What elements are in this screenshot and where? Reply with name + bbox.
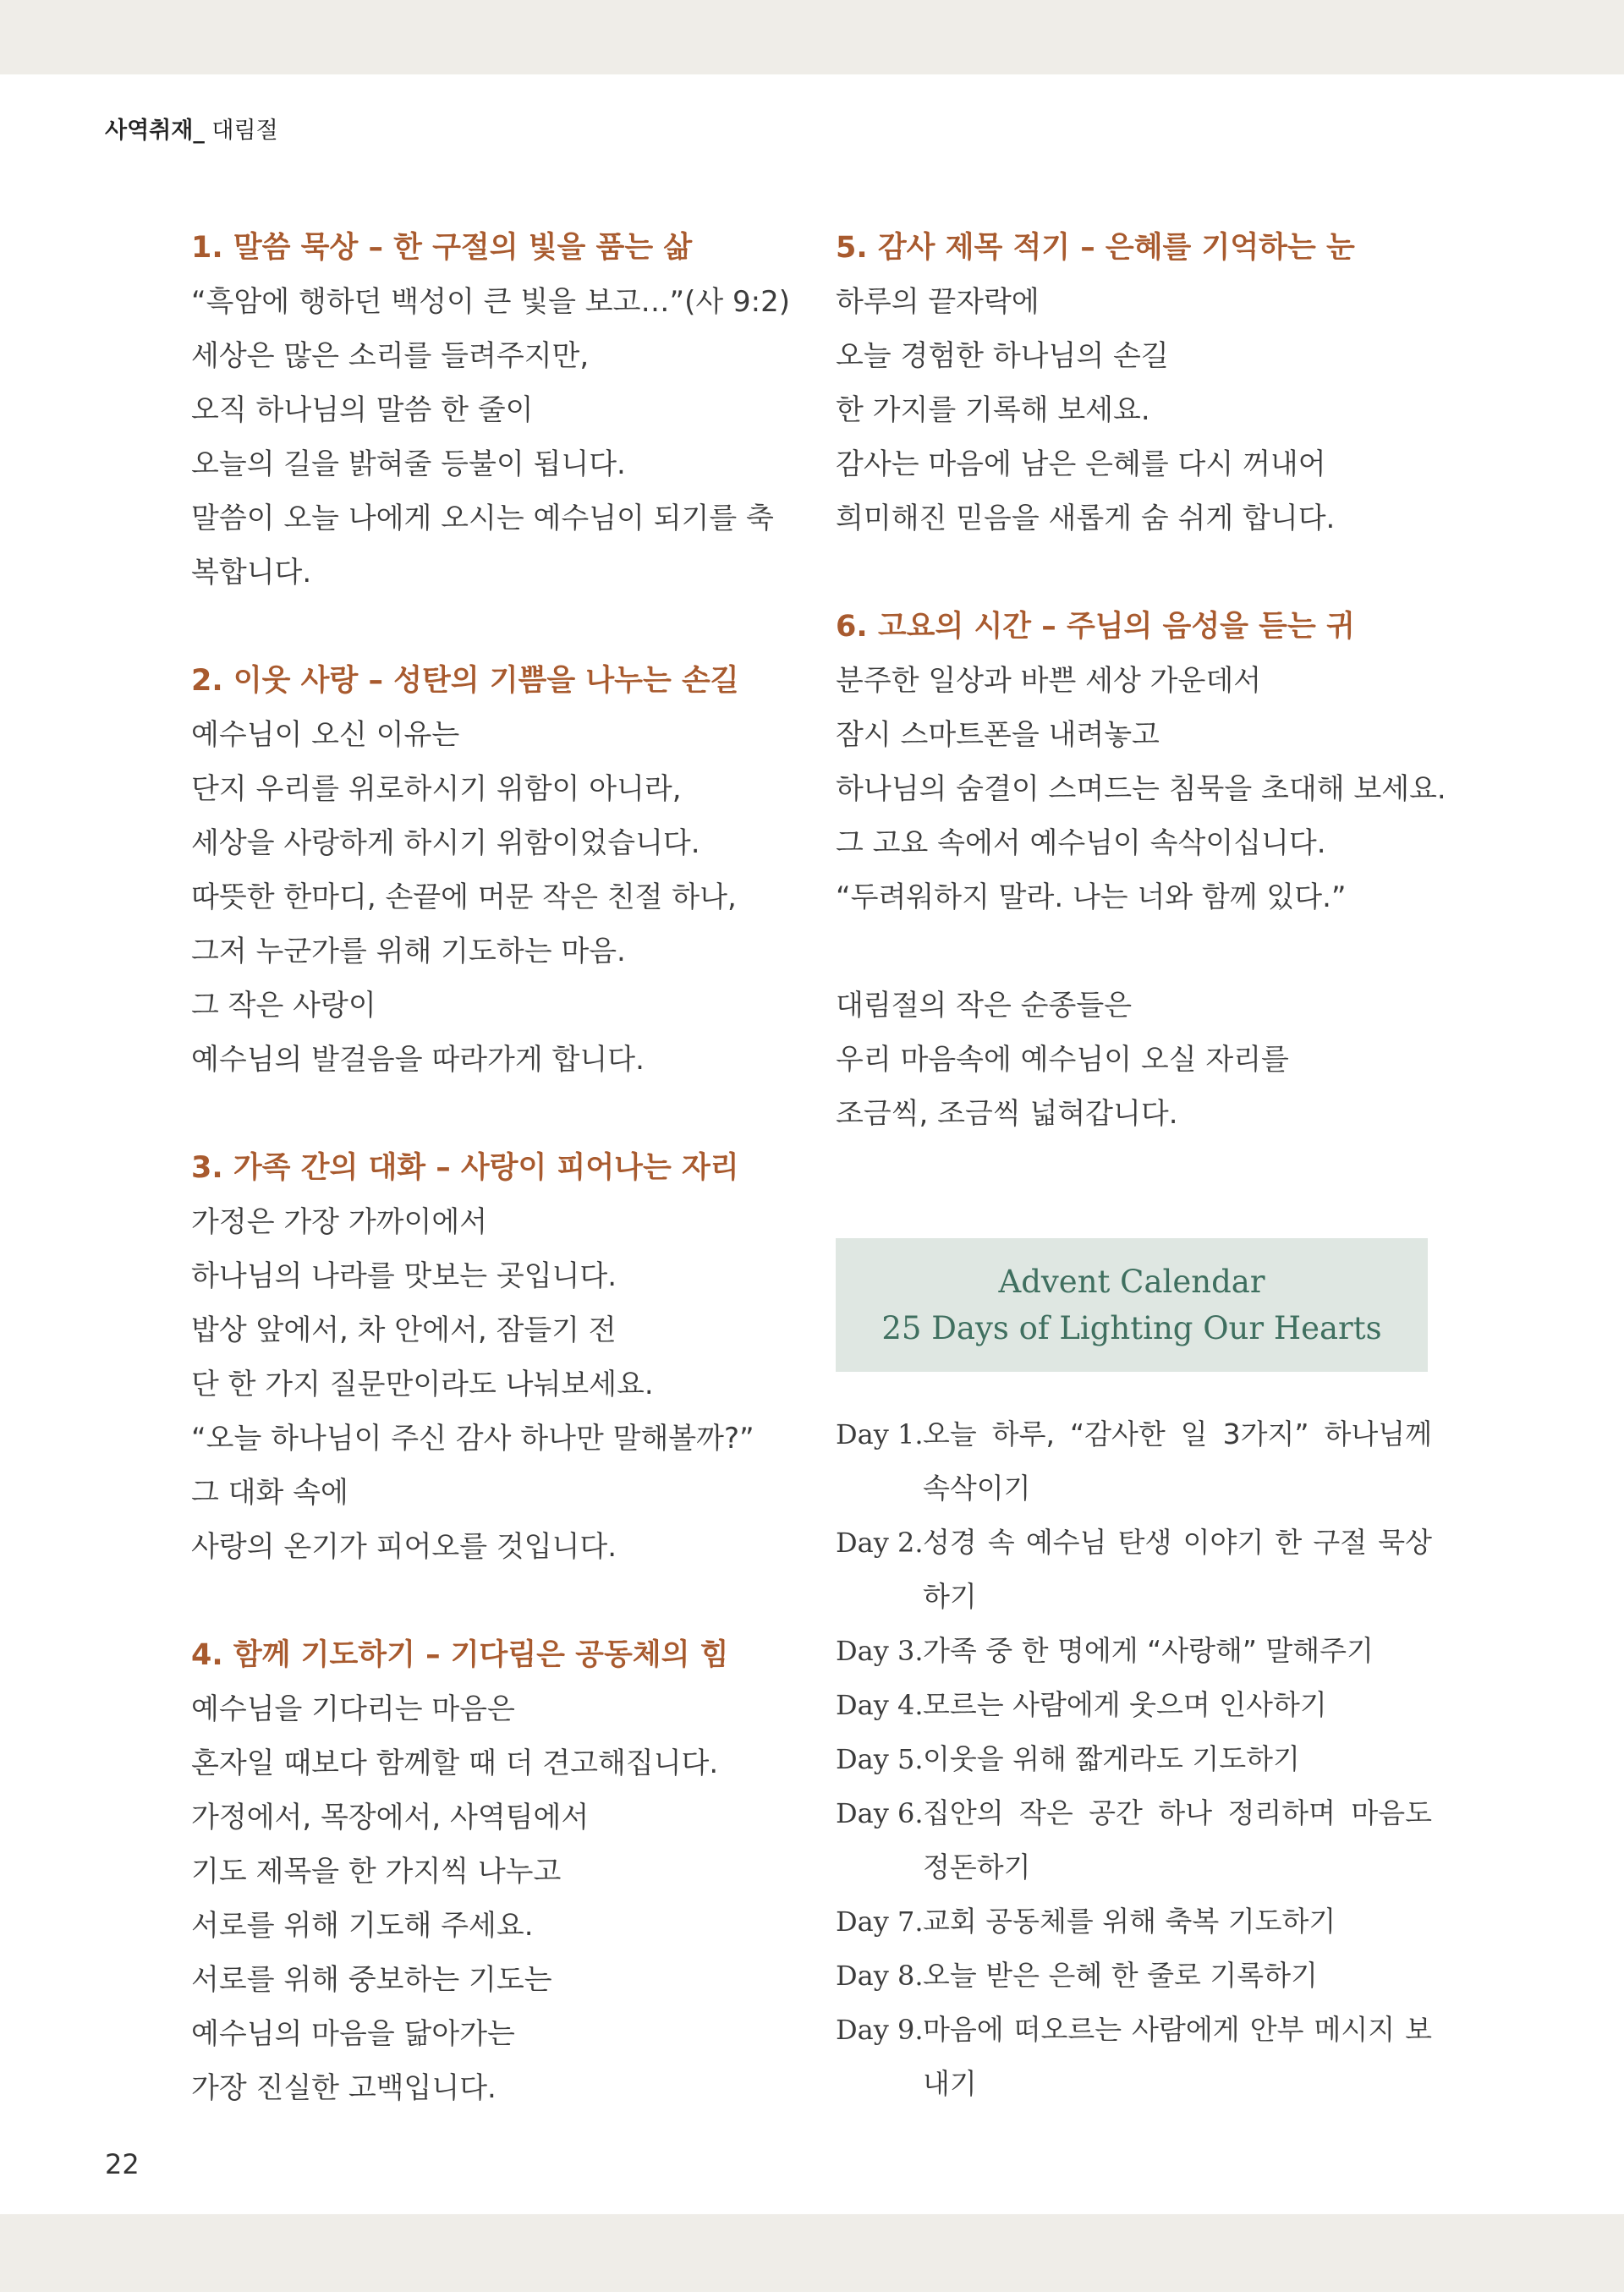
header-topic: 대림절: [204, 118, 278, 144]
day-text: 성경 속 예수님 탄생 이야기 한 구절 묵상하기: [923, 1526, 1432, 1613]
day-number: Day 1.: [836, 1418, 924, 1450]
day-text: 가족 중 한 명에게 “사랑해” 말해주기: [923, 1634, 1374, 1667]
day-text: 모르는 사람에게 웃으며 인사하기: [923, 1688, 1327, 1721]
body-line: 그 대화 속에: [191, 1476, 348, 1510]
right-column: [836, 221, 1446, 2111]
day-number: Day 2.: [836, 1527, 924, 1559]
day-text: 이웃을 위해 짧게라도 기도하기: [923, 1742, 1300, 1775]
closing-paragraph: [836, 979, 1432, 1141]
body-line: “두려워하지 말라. 나는 너와 함께 있다.”: [836, 880, 1347, 914]
body-line: 예수님의 발걸음을 따라가게 합니다.: [191, 1043, 645, 1077]
magazine-page: [0, 74, 1624, 2214]
body-line: 단 한 가지 질문만이라도 나눠보세요.: [191, 1368, 654, 1401]
list-item: [836, 1786, 1432, 1894]
section-title: 2. 이웃 사랑 – 성탄의 기쁨을 나누는 손길: [191, 664, 739, 698]
list-item: [836, 1624, 1432, 1678]
body-line: 따뜻한 한마디, 손끝에 머문 작은 친절 하나,: [191, 880, 737, 914]
running-header: [105, 112, 278, 145]
day-number: Day 5.: [836, 1743, 924, 1775]
body-line: 기도 제목을 한 가지씩 나누고: [191, 1855, 562, 1889]
day-text: 교회 공동체를 위해 축복 기도하기: [923, 1905, 1336, 1938]
day-number: Day 9.: [836, 2014, 924, 2046]
section-title: 4. 함께 기도하기 – 기다림은 공동체의 힘: [191, 1638, 729, 1672]
body-line: 말씀이 오늘 나에게 오시는 예수님이 되기를 축: [191, 502, 774, 535]
section-title: 5. 감사 제목 적기 – 은혜를 기억하는 눈: [836, 231, 1355, 265]
day-number: Day 7.: [836, 1905, 924, 1938]
left-column: [191, 221, 800, 2169]
banner-title: Advent Calendar: [998, 1264, 1265, 1300]
list-item: [836, 1732, 1432, 1786]
body-line: 예수님이 오신 이유는: [191, 718, 460, 752]
body-line: 하나님의 숨결이 스며드는 침묵을 초대해 보세요.: [836, 772, 1446, 806]
day-number: Day 6.: [836, 1797, 924, 1829]
day-number: Day 3.: [836, 1635, 924, 1667]
list-item: [836, 1516, 1432, 1624]
advent-calendar-banner: [836, 1238, 1428, 1372]
body-line: 서로를 위해 중보하는 기도는: [191, 1963, 552, 1997]
body-line: 가장 진실한 고백입니다.: [191, 2071, 497, 2105]
body-line: 오늘의 길을 밝혀줄 등불이 됩니다.: [191, 447, 626, 481]
body-line: 예수님의 마음을 닮아가는: [191, 2017, 515, 2051]
section-6: [836, 600, 1446, 924]
body-line: 가정에서, 목장에서, 사역팀에서: [191, 1801, 590, 1834]
day-text: 마음에 떠오르는 사람에게 안부 메시지 보내기: [923, 2013, 1432, 2100]
body-line: 하나님의 나라를 맛보는 곳입니다.: [191, 1259, 617, 1293]
section-3: [191, 1141, 800, 1574]
section-title: 3. 가족 간의 대화 – 사랑이 피어나는 자리: [191, 1151, 739, 1185]
body-line: 서로를 위해 기도해 주세요.: [191, 1909, 534, 1943]
body-line: “오늘 하나님이 주신 감사 하나만 말해볼까?”: [191, 1422, 754, 1456]
header-section: 사역취재_: [105, 118, 205, 144]
page-number: 22: [105, 2148, 140, 2180]
day-text: 오늘 받은 은혜 한 줄로 기록하기: [923, 1959, 1318, 1992]
body-line: 복합니다.: [191, 556, 312, 589]
body-line: 예수님을 기다리는 마음은: [191, 1692, 515, 1726]
body-line: 세상은 많은 소리를 들려주지만,: [191, 339, 590, 373]
body-line: 오직 하나님의 말씀 한 줄이: [191, 393, 534, 427]
body-line: 분주한 일상과 바쁜 세상 가운데서: [836, 664, 1262, 698]
list-item: [836, 1407, 1432, 1516]
body-line: 그저 누군가를 위해 기도하는 마음.: [191, 935, 626, 968]
body-line: 세상을 사랑하게 하시기 위함이었습니다.: [191, 826, 700, 860]
body-line: 잠시 스마트폰을 내려놓고: [836, 718, 1160, 752]
body-line: “흑암에 행하던 백성이 큰 빛을 보고…”(사 9:2): [191, 285, 790, 319]
body-line: 희미해진 믿음을 새롭게 숨 쉬게 합니다.: [836, 502, 1336, 535]
day-text: 집안의 작은 공간 하나 정리하며 마음도 정돈하기: [923, 1796, 1432, 1883]
list-item: [836, 1949, 1432, 2003]
body-line: 오늘 경험한 하나님의 손길: [836, 339, 1169, 373]
advent-day-list: [836, 1407, 1432, 2111]
body-line: 밥상 앞에서, 차 안에서, 잠들기 전: [191, 1313, 617, 1347]
list-item: [836, 1894, 1432, 1949]
body-line: 그 작은 사랑이: [191, 989, 376, 1023]
body-line: 혼자일 때보다 함께할 때 더 견고해집니다.: [191, 1746, 719, 1780]
section-title: 1. 말씀 묵상 – 한 구절의 빛을 품는 삶: [191, 231, 693, 265]
body-line: 단지 우리를 위로하시기 위함이 아니라,: [191, 772, 682, 806]
body-line: 하루의 끝자락에: [836, 285, 1040, 319]
section-title: 6. 고요의 시간 – 주님의 음성을 듣는 귀: [836, 610, 1355, 644]
body-line: 가정은 가장 가까이에서: [191, 1205, 488, 1239]
body-line: 감사는 마음에 남은 은혜를 다시 꺼내어: [836, 447, 1326, 481]
body-line: 그 고요 속에서 예수님이 속삭이십니다.: [836, 826, 1326, 860]
list-item: [836, 1678, 1432, 1732]
section-2: [191, 654, 800, 1087]
day-text: 오늘 하루, “감사한 일 3가지” 하나님께 속삭이기: [923, 1417, 1432, 1505]
section-5: [836, 221, 1432, 546]
day-number: Day 4.: [836, 1689, 924, 1721]
body-line: 대림절의 작은 순종들은: [836, 989, 1133, 1023]
day-number: Day 8.: [836, 1960, 924, 1992]
list-item: [836, 2003, 1432, 2111]
section-4: [191, 1628, 800, 2115]
banner-subtitle: 25 Days of Lighting Our Hearts: [881, 1310, 1382, 1346]
body-line: 사랑의 온기가 피어오를 것입니다.: [191, 1530, 617, 1564]
body-line: 우리 마음속에 예수님이 오실 자리를: [836, 1043, 1289, 1077]
body-line: 한 가지를 기록해 보세요.: [836, 393, 1150, 427]
section-1: [191, 221, 800, 600]
body-line: 조금씩, 조금씩 넓혀갑니다.: [836, 1097, 1178, 1131]
